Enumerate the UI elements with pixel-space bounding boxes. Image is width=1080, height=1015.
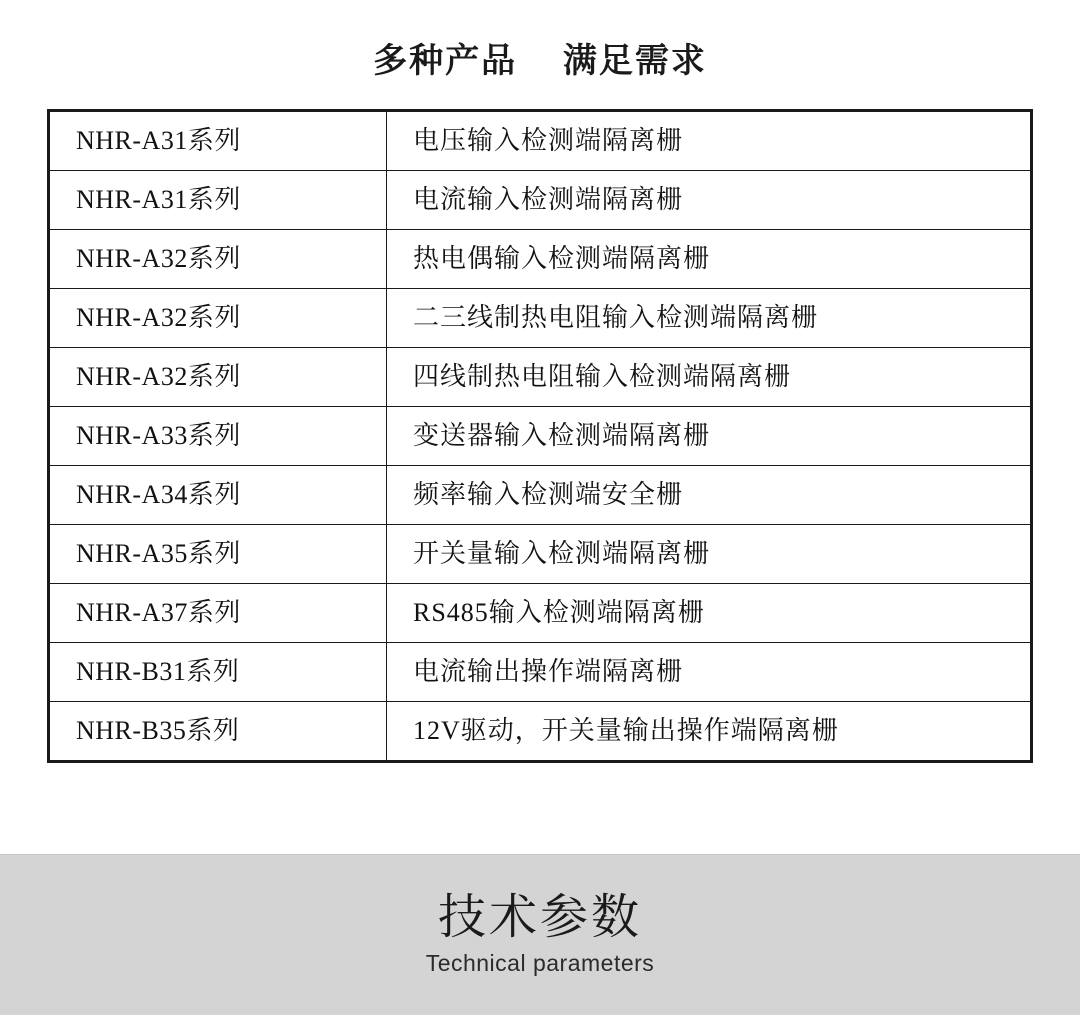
table-row <box>50 348 1031 407</box>
table-row <box>50 643 1031 702</box>
table-row <box>50 466 1031 525</box>
product-model: NHR-A32系列 <box>50 348 387 407</box>
product-model: NHR-A31系列 <box>50 171 387 230</box>
product-model: NHR-A31系列 <box>50 112 387 171</box>
product-table-container <box>47 109 1033 763</box>
product-model: NHR-A32系列 <box>50 289 387 348</box>
section-heading-cn: 技术参数 <box>437 891 642 945</box>
table-row <box>50 112 1031 171</box>
product-model: NHR-A32系列 <box>50 230 387 289</box>
product-table-body <box>50 112 1031 761</box>
product-model: NHR-A35系列 <box>50 525 387 584</box>
section-heading-en: Technical parameters <box>425 949 655 976</box>
table-row <box>50 289 1031 348</box>
table-row <box>50 702 1031 761</box>
table-row <box>50 584 1031 643</box>
product-model: NHR-B35系列 <box>50 702 387 761</box>
product-model: NHR-A33系列 <box>50 407 387 466</box>
section-banner <box>0 854 1080 1015</box>
product-description: 电流输出操作端隔离栅 <box>387 643 1031 702</box>
product-description: 开关量输入检测端隔离栅 <box>387 525 1031 584</box>
product-description: 电流输入检测端隔离栅 <box>387 171 1031 230</box>
table-row <box>50 407 1031 466</box>
product-model: NHR-B31系列 <box>50 643 387 702</box>
product-description: RS485输入检测端隔离栅 <box>387 584 1031 643</box>
page-title: 多种产品 满足需求 <box>373 42 707 80</box>
product-model: NHR-A37系列 <box>50 584 387 643</box>
product-description: 变送器输入检测端隔离栅 <box>387 407 1031 466</box>
product-description: 二三线制热电阻输入检测端隔离栅 <box>387 289 1031 348</box>
product-description: 频率输入检测端安全栅 <box>387 466 1031 525</box>
product-description: 12V驱动，开关量输出操作端隔离栅 <box>387 702 1031 761</box>
product-description: 电压输入检测端隔离栅 <box>387 112 1031 171</box>
table-row <box>50 230 1031 289</box>
product-model: NHR-A34系列 <box>50 466 387 525</box>
product-table <box>49 111 1031 761</box>
product-description: 热电偶输入检测端隔离栅 <box>387 230 1031 289</box>
product-description: 四线制热电阻输入检测端隔离栅 <box>387 348 1031 407</box>
table-row <box>50 171 1031 230</box>
table-row <box>50 525 1031 584</box>
